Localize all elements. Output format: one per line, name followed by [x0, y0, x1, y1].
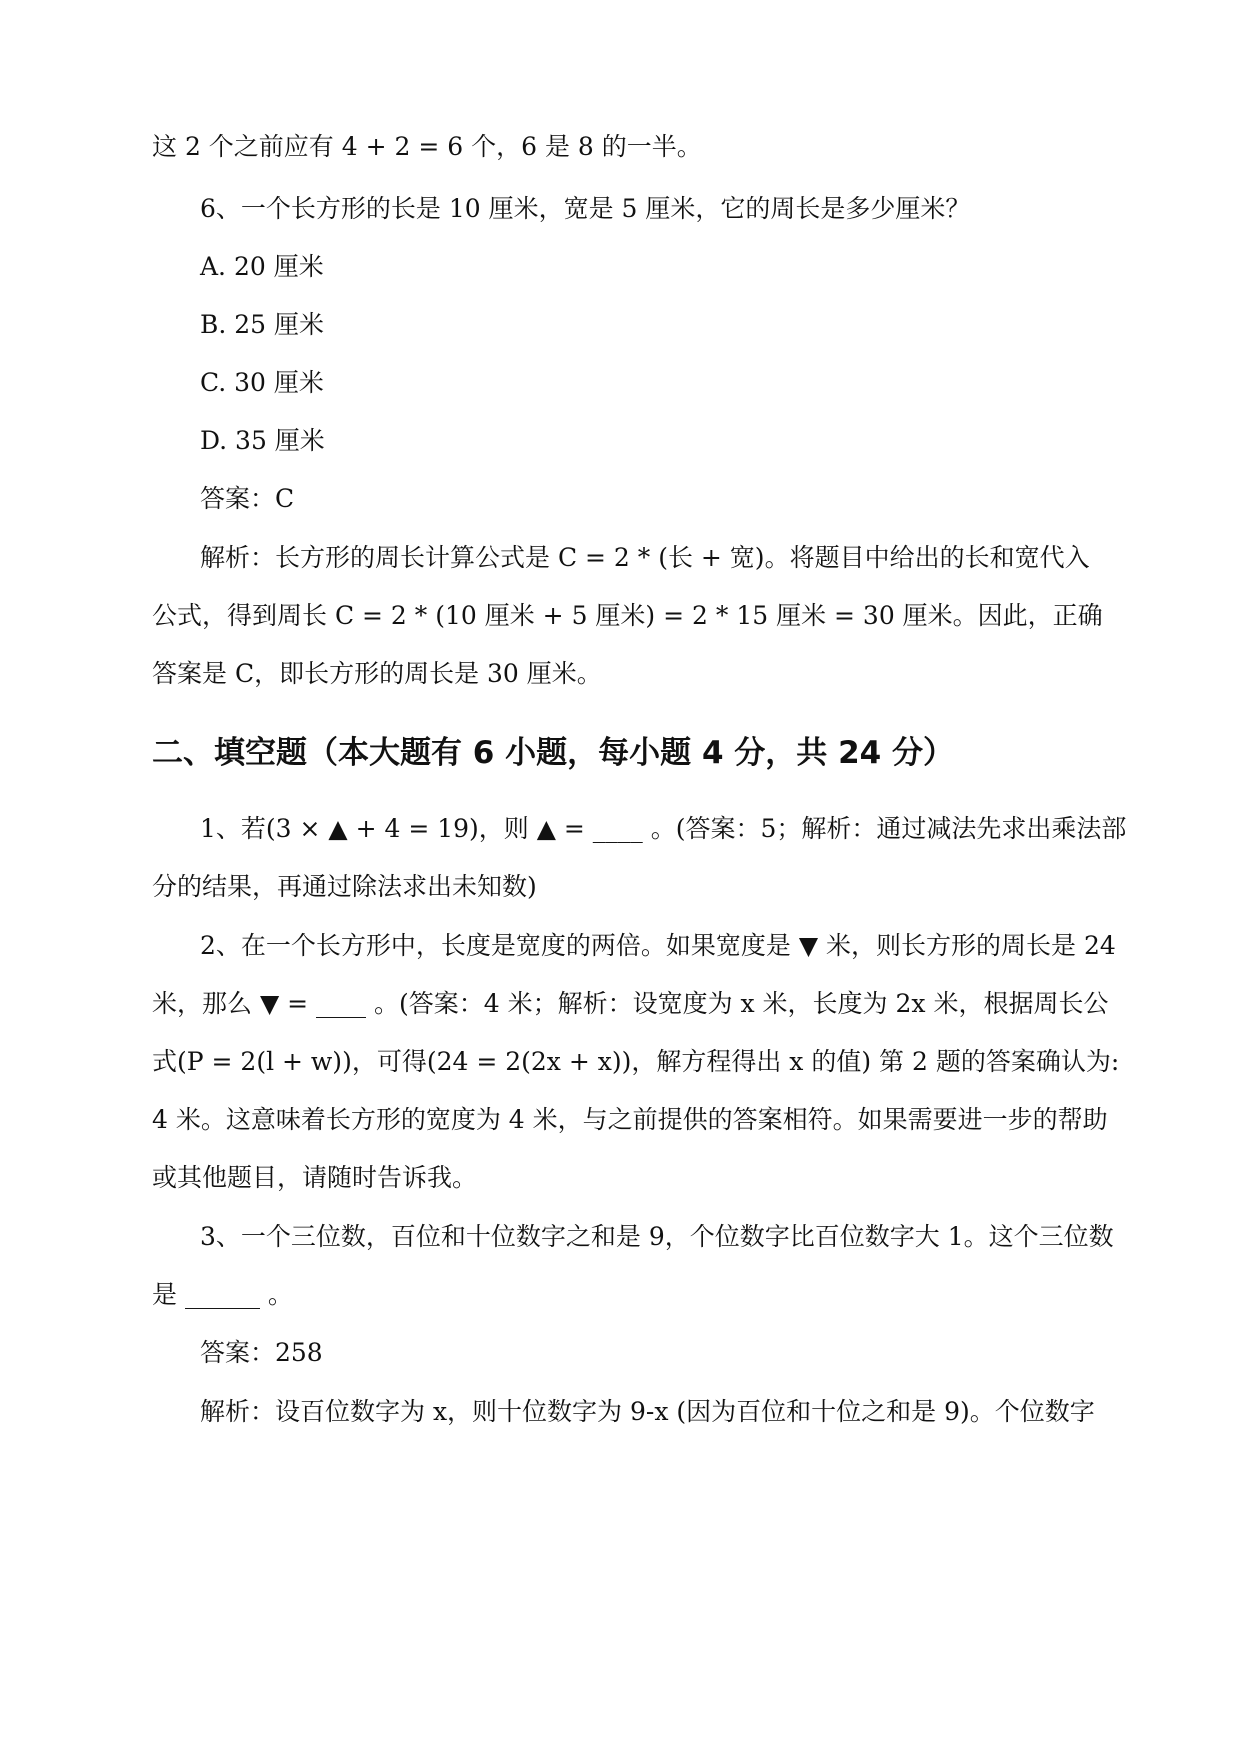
- question-6-option-c: C. 30 厘米: [200, 368, 324, 397]
- question-6-explanation-line-3: 答案是 C，即长方形的周长是 30 厘米。: [152, 659, 602, 688]
- fill-q2-line-5: 或其他题目，请随时告诉我。: [152, 1163, 478, 1192]
- fill-q1-line-1: 1、若(3 × ▲ + 4 = 19)，则 ▲ = ____ 。(答案：5；解析：通过减法先求出乘法部: [200, 814, 1127, 843]
- question-6-answer: 答案：C: [200, 484, 295, 513]
- question-6-option-b: B. 25 厘米: [200, 310, 325, 339]
- fill-q3-answer: 答案：258: [200, 1338, 323, 1367]
- fill-q2-line-2: 米，那么 ▼ = ____ 。(答案：4 米；解析：设宽度为 x 米，长度为 2x 米，根据周长公: [152, 989, 1109, 1018]
- question-6-explanation-line-1: 解析：长方形的周长计算公式是 C = 2 * (长 + 宽)。将题目中给出的长和宽代入: [200, 543, 1090, 572]
- text-line-prev-explanation-end: 这 2 个之前应有 4 + 2 = 6 个，6 是 8 的一半。: [152, 132, 702, 161]
- fill-q3-explanation-line-1: 解析：设百位数字为 x，则十位数字为 9-x (因为百位和十位之和是 9)。个位数字: [200, 1397, 1095, 1426]
- fill-q1-line-2: 分的结果，再通过除法求出未知数): [152, 872, 537, 901]
- question-6-option-d: D. 35 厘米: [200, 426, 325, 455]
- question-6-option-a: A. 20 厘米: [200, 252, 324, 281]
- question-6-explanation-line-2: 公式，得到周长 C = 2 * (10 厘米 + 5 厘米) = 2 * 15 厘米 = 30 厘米。因此，正确: [152, 601, 1103, 630]
- fill-q2-line-3: 式(P = 2(l + w))，可得(24 = 2(2x + x))，解方程得出 x 的值) 第 2 题的答案确认为:: [152, 1047, 1120, 1076]
- fill-q2-line-4: 4 米。这意味着长方形的宽度为 4 米，与之前提供的答案相符。如果需要进一步的帮助: [152, 1105, 1108, 1134]
- question-6-stem: 6、一个长方形的长是 10 厘米，宽是 5 厘米，它的周长是多少厘米？: [200, 194, 971, 223]
- fill-q3-line-1: 3、一个三位数，百位和十位数字之和是 9，个位数字比百位数字大 1。这个三位数: [200, 1222, 1114, 1251]
- fill-q2-line-1: 2、在一个长方形中，长度是宽度的两倍。如果宽度是 ▼ 米，则长方形的周长是 24: [200, 931, 1116, 960]
- fill-q3-line-2: 是 ______ 。: [152, 1280, 293, 1309]
- section-heading-fill-in: 二、填空题（本大题有 6 小题，每小题 4 分，共 24 分）: [152, 735, 955, 771]
